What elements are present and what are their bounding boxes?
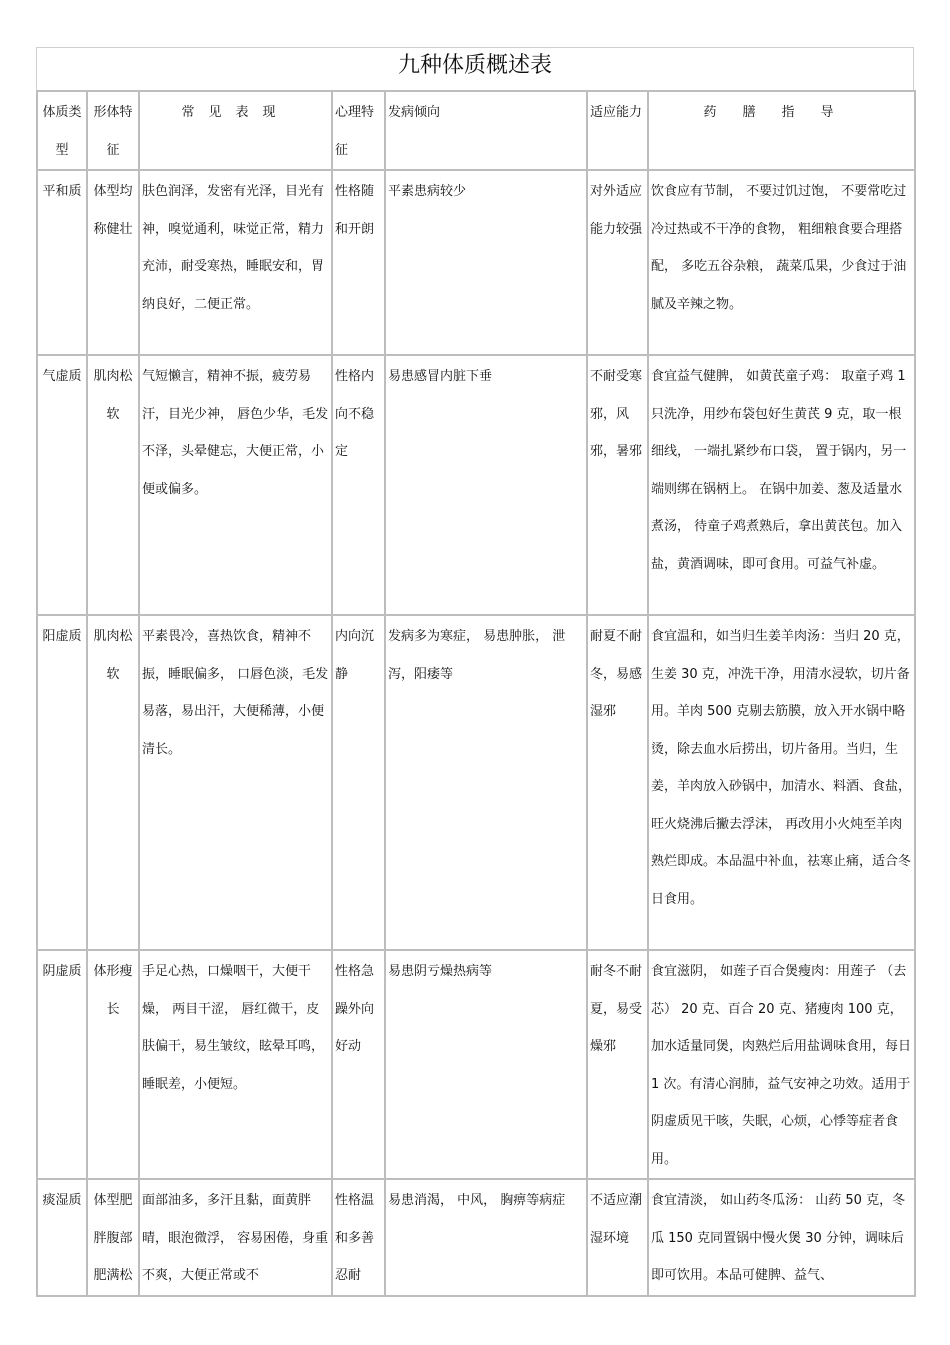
cell-diet: 饮食应有节制， 不要过饥过饱， 不要常吃过冷过热或不干净的食物， 粗细粮食要合理搭配， 多吃五谷杂粮， 蔬菜瓜果，少食过于油腻及辛辣之物。 [648, 170, 915, 355]
cell-diet: 食宜益气健脾， 如黄芪童子鸡： 取童子鸡 1 只洗净，用纱布袋包好生黄芪 9 克，取一根细线， 一端扎紧纱布口袋， 置于锅内，另一端则绑在锅柄上。 在锅中加姜、葱及适量水煮汤， 待童子鸡煮熟后，拿出黄芪包。加入盐，黄酒调味，即可食用。可益气补虚。 [648, 355, 915, 615]
page-title: 九种体质概述表 [36, 47, 914, 90]
cell-psych: 内向沉静 [332, 615, 385, 950]
header-body: 形体特征 [87, 91, 139, 170]
cell-symptoms: 手足心热，口燥咽干，大便干燥， 两目干涩， 唇红微干，皮肤偏干，易生皱纹，眩晕耳鸣，睡眠差，小便短。 [139, 950, 332, 1179]
cell-type: 气虚质 [37, 355, 87, 615]
header-diet: 药膳指导 [648, 91, 915, 170]
cell-psych: 性格温和多善忍耐 [332, 1179, 385, 1296]
cell-psych: 性格随和开朗 [332, 170, 385, 355]
cell-body: 体形瘦长 [87, 950, 139, 1179]
cell-adapt: 不适应潮湿环境 [587, 1179, 648, 1296]
table-row [37, 170, 915, 355]
constitution-table [36, 90, 916, 1297]
cell-psych: 性格内向不稳定 [332, 355, 385, 615]
cell-symptoms: 肤色润泽，发密有光泽，目光有神，嗅觉通利，味觉正常，精力充沛，耐受寒热，睡眠安和，胃纳良好，二便正常。 [139, 170, 332, 355]
document [36, 47, 914, 1297]
table-row [37, 355, 915, 615]
header-adapt: 适应能力 [587, 91, 648, 170]
header-type: 体质类型 [37, 91, 87, 170]
cell-symptoms: 面部油多，多汗且黏，面黄胖晴，眼泡微浮， 容易困倦，身重不爽，大便正常或不 [139, 1179, 332, 1296]
cell-diet: 食宜温和，如当归生姜羊肉汤：当归 20 克，生姜 30 克，冲洗干净，用清水浸软，切片备用。羊肉 500 克剔去筋膜，放入开水锅中略烫，除去血水后捞出，切片备用。当归，生姜，羊肉放入砂锅中，加清水、料酒、食盐，旺火烧沸后撇去浮沫， 再改用小火炖至羊肉熟烂即成。本品温中补血，祛寒止痛，适合冬日食用。 [648, 615, 915, 950]
header-disease: 发病倾向 [385, 91, 587, 170]
cell-diet: 食宜滋阴， 如莲子百合煲瘦肉：用莲子 （去芯） 20 克、百合 20 克、猪瘦肉 100 克，加水适量同煲，肉熟烂后用盐调味食用，每日 1 次。有清心润肺，益气安神之功效。适用于阴虚质见干咳，失眠，心烦，心悸等症者食用。 [648, 950, 915, 1179]
cell-disease: 易患感冒内脏下垂 [385, 355, 587, 615]
header-psych: 心理特征 [332, 91, 385, 170]
cell-symptoms: 平素畏冷，喜热饮食，精神不振，睡眠偏多， 口唇色淡，毛发易落，易出汗，大便稀薄，小便清长。 [139, 615, 332, 950]
cell-adapt: 耐冬不耐夏，易受燥邪 [587, 950, 648, 1179]
cell-type: 痰湿质 [37, 1179, 87, 1296]
table-row [37, 615, 915, 950]
cell-body: 肌肉松软 [87, 355, 139, 615]
cell-psych: 性格急躁外向好动 [332, 950, 385, 1179]
header-symptoms: 常见表现 [139, 91, 332, 170]
cell-adapt: 对外适应能力较强 [587, 170, 648, 355]
cell-body: 体型肥胖腹部肥满松 [87, 1179, 139, 1296]
cell-adapt: 不耐受寒邪，风邪，暑邪 [587, 355, 648, 615]
cell-symptoms: 气短懒言，精神不振，疲劳易汗，目光少神， 唇色少华，毛发不泽，头晕健忘，大便正常，小便或偏多。 [139, 355, 332, 615]
cell-diet: 食宜清淡， 如山药冬瓜汤： 山药 50 克，冬瓜 150 克同置锅中慢火煲 30 分钟，调味后即可饮用。本品可健脾、益气、 [648, 1179, 915, 1296]
table-row [37, 1179, 915, 1296]
table-header-row [37, 91, 915, 170]
cell-type: 阴虚质 [37, 950, 87, 1179]
cell-body: 体型均称健壮 [87, 170, 139, 355]
cell-type: 平和质 [37, 170, 87, 355]
cell-type: 阳虚质 [37, 615, 87, 950]
table-row [37, 950, 915, 1179]
cell-adapt: 耐夏不耐冬，易感湿邪 [587, 615, 648, 950]
cell-disease: 易患消渴， 中风， 胸痹等病症 [385, 1179, 587, 1296]
cell-body: 肌肉松软 [87, 615, 139, 950]
cell-disease: 易患阴亏燥热病等 [385, 950, 587, 1179]
cell-disease: 平素患病较少 [385, 170, 587, 355]
cell-disease: 发病多为寒症， 易患肿胀， 泄泻，阳痿等 [385, 615, 587, 950]
